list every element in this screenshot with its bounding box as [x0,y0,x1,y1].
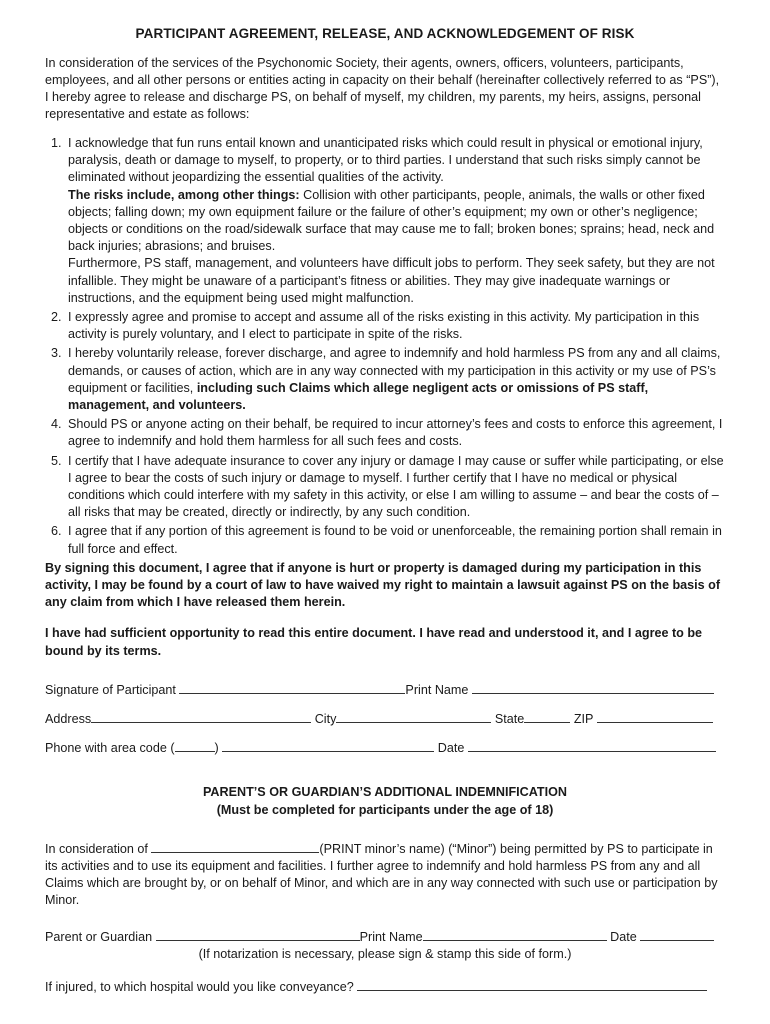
city-label: City [314,711,337,726]
risks-text: Collision with other participants, people, animals, the walls or other fixed objects; falling down; my own equipment failure or the failure of other’s equipment; my own or other’s negligence; objects or conditions on the road/sidewalk surface that may cause me to fall; broken bones; sprains; head, neck and back injuries; abrasions; and bruises. [68,187,715,254]
term-5 [45,453,725,522]
term-more-text: Furthermore, PS staff, management, and volunteers have difficult jobs to perform. They seek safety, but they are not infallible. They might be unaware of a participant’s fitness or abilities. They may give inadequate warnings or instructions, and the equipment being used might malfunction. [68,256,715,305]
hospital-field[interactable] [357,977,707,991]
address-row [45,709,725,728]
guardian-text-start: In consideration of [45,841,148,856]
term-number: 5. [51,453,62,468]
signature-field[interactable] [179,680,405,694]
signing-statement: By signing this document, I agree that if anyone is hurt or property is damaged during my participation in this activity, I may be found by a court of law to have waived my right to maintain a lawsuit against PS on the basis of any claim from which I have released them herein. [45,560,721,610]
guardian-print-name-label: Print Name [359,929,423,944]
minor-name-field[interactable] [151,839,319,853]
term-2 [45,309,725,343]
term-number: 3. [51,346,62,361]
terms-list [45,135,725,558]
phone-close: ) [214,740,219,755]
term-text: I acknowledge that fun runs entail known and unanticipated risks which could result in physical or emotional injury, paralysis, death or damage to myself, to property, or to third parties. I understand that such risks simply cannot be eliminated without jeopardizing the essential qualities of the activity. [68,136,703,185]
term-text: Should PS or anyone acting on their behalf, be required to incur attorney’s fees and costs to enforce this agreement, I agree to indemnify and hold them harmless for all such fees and costs. [68,417,723,449]
term-number: 1. [51,136,62,150]
term-text: I hereby voluntarily release, forever discharge, and agree to indemnify and hold harmless PS from any and all claims, demands, or causes of action, which are in any way connected with my participation in this activity or my use of PS’s equipment or facilities, [68,346,721,395]
term-3 [45,345,725,414]
risks-label: The risks include, among other things: [68,187,300,202]
term-4 [45,416,725,450]
zip-label: ZIP [573,711,594,726]
date-label: Date [437,740,465,755]
term-text: I expressly agree and promise to accept and assume all of the risks existing in this activity. My participation in this activity is purely voluntary, and I elect to participate in spite of the risks. [68,310,700,342]
print-name-field[interactable] [472,680,714,694]
guardian-text-more: in its activities and to use its equipment and facilities. I further agree to indemnify and hold harmless PS from any and all Claims which are brought by, or on behalf of Minor, and which are in any way connected with such use or participation by Minor. [45,841,718,907]
city-field[interactable] [336,709,491,723]
phone-label: Phone with area code ( [45,740,175,755]
address-label: Address [45,711,92,726]
guardian-print-name-field[interactable] [423,927,607,941]
state-label: State [494,711,525,726]
zip-field[interactable] [597,709,713,723]
guardian-paragraph [45,839,725,909]
document-title: PARTICIPANT AGREEMENT, RELEASE, AND ACKNOWLEDGEMENT OF RISK [135,26,635,41]
area-code-field[interactable] [175,738,215,752]
term-number: 4. [51,417,62,432]
guardian-date-field[interactable] [640,927,714,941]
guardian-date-label: Date [610,929,637,944]
hospital-label: If injured, to which hospital would you like conveyance? [45,979,354,994]
guardian-subtitle: (Must be completed for participants under the age of 18) [216,802,554,817]
state-field[interactable] [524,709,570,723]
notarization-note: (If notarization is necessary, please sign & stamp this side of form.) [198,946,572,961]
hospital-row [45,977,725,996]
term-number: 2. [51,310,62,325]
parent-guardian-label: Parent or Guardian [45,929,153,944]
parent-guardian-field[interactable] [156,927,360,941]
print-name-label: Print Name [405,682,469,697]
term-1 [45,135,725,307]
signature-row [45,680,725,699]
address-field[interactable] [91,709,311,723]
phone-row [45,738,725,757]
guardian-title: PARENT’S OR GUARDIAN’S ADDITIONAL INDEMNIFICATION [202,784,568,799]
read-statement: I have had sufficient opportunity to read this entire document. I have read and understood it, and I agree to be bound by its terms. [45,626,703,658]
term-number: 6. [51,524,62,539]
term-bold-text: including such Claims which allege negligent acts or omissions of PS staff, management, and volunteers. [68,380,649,413]
term-text: I certify that I have adequate insurance to cover any injury or damage I may cause or suffer while participating, or else I agree to bear the costs of such injury or damage to myself. I further certify that I have no medical or physical conditions which could interfere with my safety in this activity, or else I am willing to assume – and bear the costs of – all risks that may be created, directly or indirectly, by any such condition. [68,453,724,520]
signature-label: Signature of Participant [45,682,176,697]
term-text: I agree that if any portion of this agreement is found to be void or unenforceable, the remaining portion shall remain in full force and effect. [68,524,722,556]
intro-paragraph: In consideration of the services of the Psychonomic Society, their agents, owners, officers, volunteers, participants, employees, and all other persons or entities acting in capacity on their behalf (hereinafter collectively referred to as “PS”), I hereby agree to release and discharge PS, on behalf of myself, my children, my parents, my heirs, assigns, personal representative and estate as follows: [45,56,720,121]
guardian-signature-row [45,927,725,946]
date-field[interactable] [468,738,716,752]
guardian-text-rest: (PRINT minor’s name) (“Minor”) being permitted by PS to participate [319,841,700,856]
term-6 [45,523,725,557]
phone-field[interactable] [222,738,434,752]
